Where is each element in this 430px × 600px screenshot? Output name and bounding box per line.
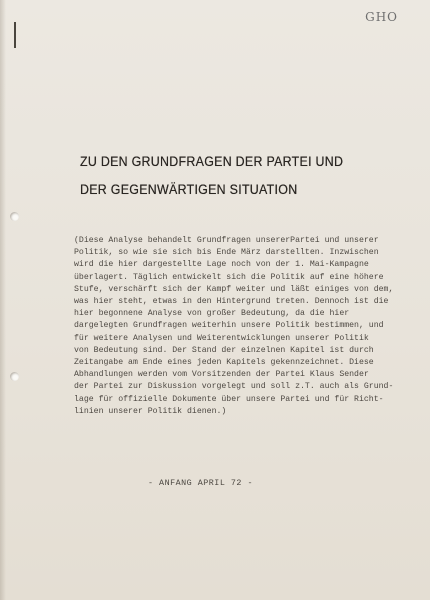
staple-mark [14,22,16,48]
page-edge-shadow [0,0,6,600]
date-line: - ANFANG APRIL 72 - [148,478,253,488]
document-title [80,148,343,204]
body-line: Abhandlungen werden vom Vorsitzenden der Partei Klaus Sender [74,370,369,380]
body-line: von Bedeutung sind. Der Stand der einzelnen Kapitel ist durch [74,345,374,355]
punch-hole-top [10,212,19,221]
body-line: linien unserer Politik dienen.) [74,406,227,416]
body-line: wird die hier dargestellte Lage noch von der 1. Mai-Kampagne [74,260,369,270]
body-line: Politik, so wie sie sich bis Ende März darstellten. Inzwischen [74,248,379,258]
body-line: überlagert. Täglich entwickelt sich die Politik auf eine höhere [74,272,384,282]
body-line: für weitere Analysen und Weiterentwicklungen unserer Politik [74,333,369,343]
body-line: dargelegten Grundfragen weiterhin unsere Politik bestimmen, und [74,321,384,331]
title-line-1: ZU DEN GRUNDFRAGEN DER PARTEI UND [80,154,344,169]
body-paragraph [74,235,414,418]
handwritten-note: GHO [365,10,398,24]
body-line: lage für offizielle Dokumente über unsere Partei und für Richt- [74,394,384,404]
body-line: was hier steht, etwas in den Hintergrund treten. Dennoch ist die [74,297,389,307]
body-line: der Partei zur Diskussion vorgelegt und soll z.T. auch als Grund- [74,382,394,392]
body-line: Zeitangabe am Ende eines jeden Kapitels gekennzeichnet. Diese [74,358,374,368]
body-line: (Diese Analyse behandelt Grundfragen unsererPartei und unserer [74,236,379,245]
body-line: hier begonnene Analyse von großer Bedeutung, da die hier [74,309,350,319]
body-line: Stufe, verschärft sich der Kampf weiter und läßt einiges von dem, [74,284,394,294]
title-line-2: DER GEGENWÄRTIGEN SITUATION [80,182,298,197]
punch-hole-bottom [10,372,19,381]
